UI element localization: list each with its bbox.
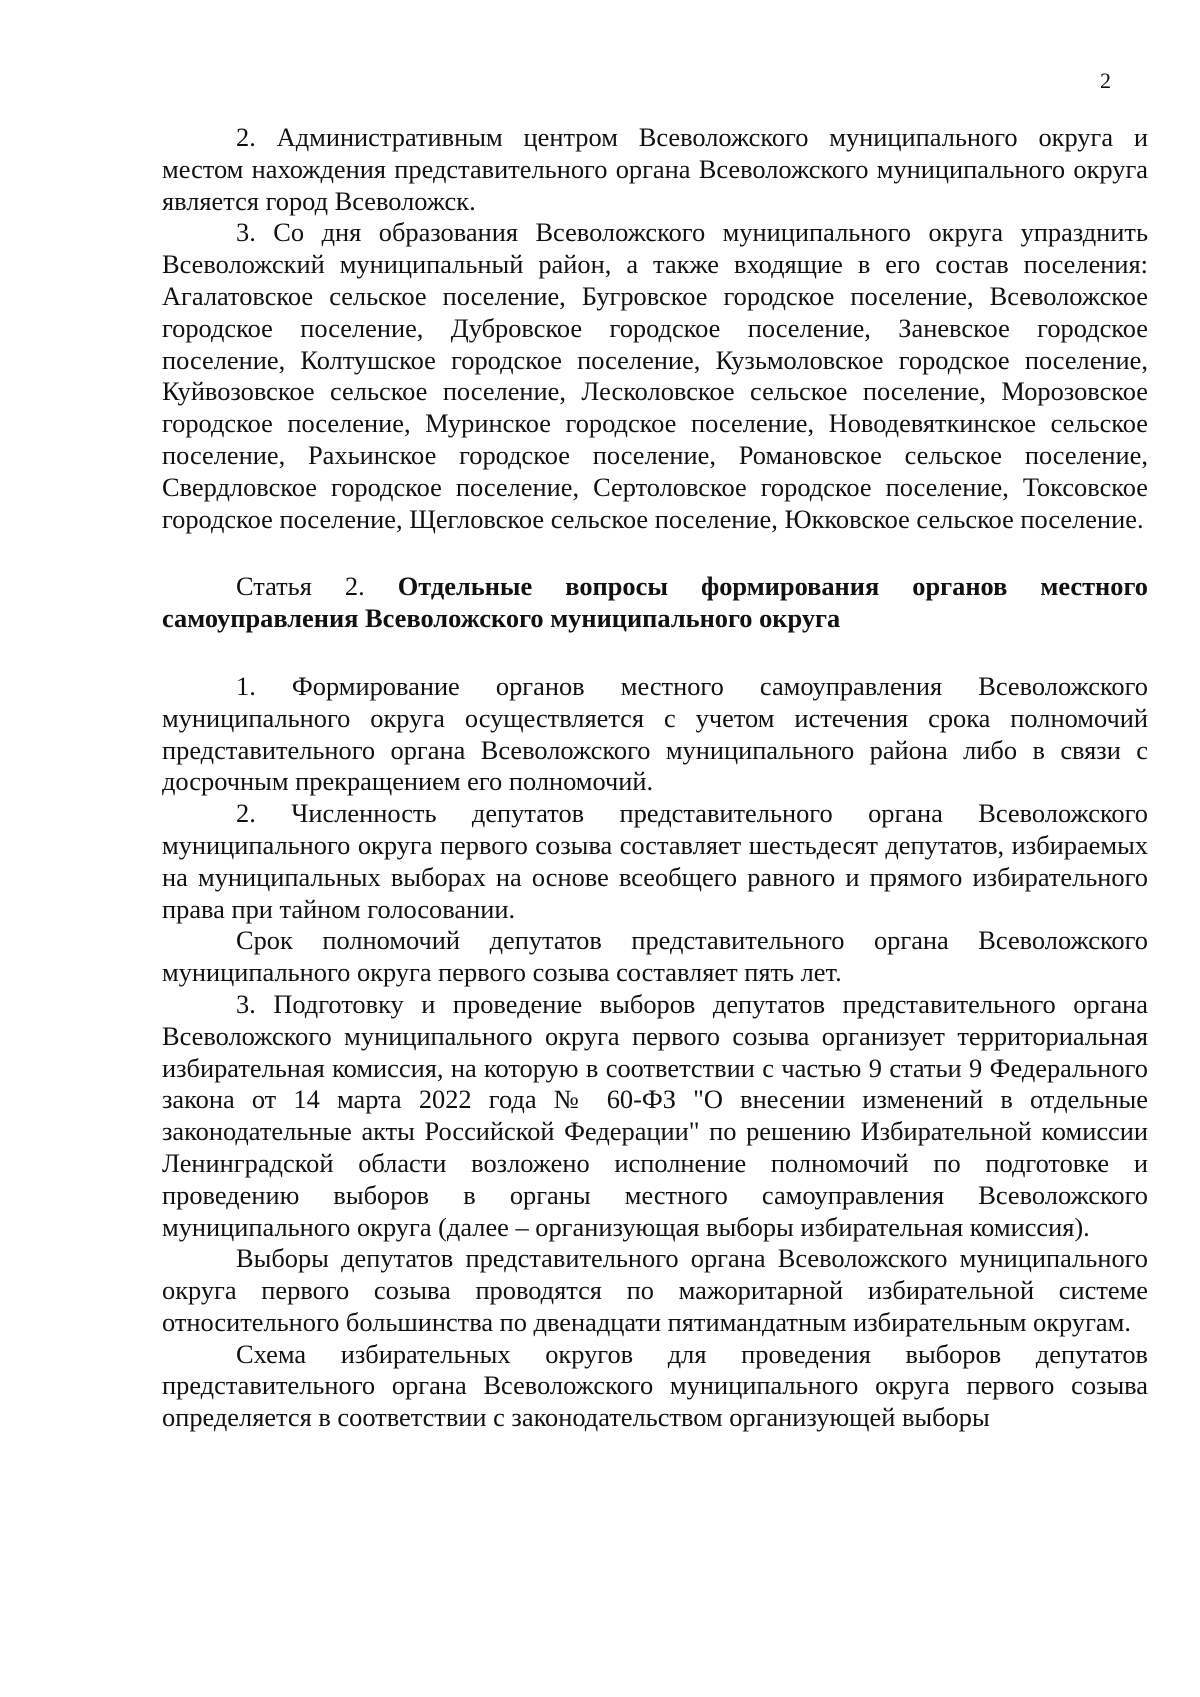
page-number: 2 [1100, 68, 1111, 93]
article-heading [162, 571, 1148, 635]
article-label: Статья 2. [236, 571, 398, 602]
paragraph-deputies-count: 2. Численность депутатов представительного органа Всеволожского муниципального округа первого созыва составляет шестьдесят депутатов, избираемых на муниципальных выборах на основе всеобщего равного и прямого избирательного права при тайном голосовании. [162, 798, 1148, 924]
paragraph-term: Срок полномочий депутатов представительного органа Всеволожского муниципального округа первого созыва составляет пять лет. [162, 925, 1148, 988]
paragraph-electoral-system: Выборы депутатов представительного органа Всеволожского муниципального округа первого созыва проводятся по мажоритарной избирательной системе относительного большинства по двенадцати пятимандатным избирательным округам. [162, 1243, 1148, 1337]
paragraph-formation: 1. Формирование органов местного самоуправления Всеволожского муниципального округа осуществляется с учетом истечения срока полномочий представительного органа Всеволожского муниципального района либо в связи с досрочным прекращением его полномочий. [162, 670, 1148, 797]
paragraph-district-scheme: Схема избирательных округов для проведения выборов депутатов представительного органа Всеволожского муниципального округа первого созыва определяется в соответствии с законодательством организующей выборы [162, 1338, 1148, 1433]
paragraph-admin-center: 2. Административным центром Всеволожского муниципального округа и местом нахождения представительного органа Всеволожского муниципального округа является город Всеволожск. [162, 122, 1148, 216]
paragraph-abolition: 3. Со дня образования Всеволожского муниципального округа упразднить Всеволожский муниципальный район, а также входящие в его состав поселения: Агалатовское сельское поселение, Бугровское городское поселение, Всеволожское городское поселение, Дубровское городское поселение, Заневское городское поселение, Колтушское городское поселение, Кузьмоловское городское поселение, Куйвозовское сельское поселение, Лесколовское сельское поселение, Морозовское городское поселение, Муринское городское поселение, Новодевяткинское сельское поселение, Рахьинское городское поселение, Романовское сельское поселение, Свердловское городское поселение, Сертоловское городское поселение, Токсовское городское поселение, Щегловское сельское поселение, Юкковское сельское поселение. [162, 217, 1148, 534]
document-body [162, 122, 1148, 1434]
article-title: Отдельные вопросы формирования органов местного самоуправления Всеволожского муниципального округа [162, 571, 1148, 634]
paragraph-election-commission: 3. Подготовку и проведение выборов депутатов представительного органа Всеволожского муниципального округа первого созыва организует территориальная избирательная комиссия, на которую в соответствии с частью 9 статьи 9 Федерального закона от 14 марта 2022 года № 60-ФЗ "О внесении изменений в отдельные законодательные акты Российской Федерации" по решению Избирательной комиссии Ленинградской области возложено исполнение полномочий по подготовке и проведению выборов в органы местного самоуправления Всеволожского муниципального округа (далее – организующая выборы избирательная комиссия). [162, 988, 1148, 1242]
